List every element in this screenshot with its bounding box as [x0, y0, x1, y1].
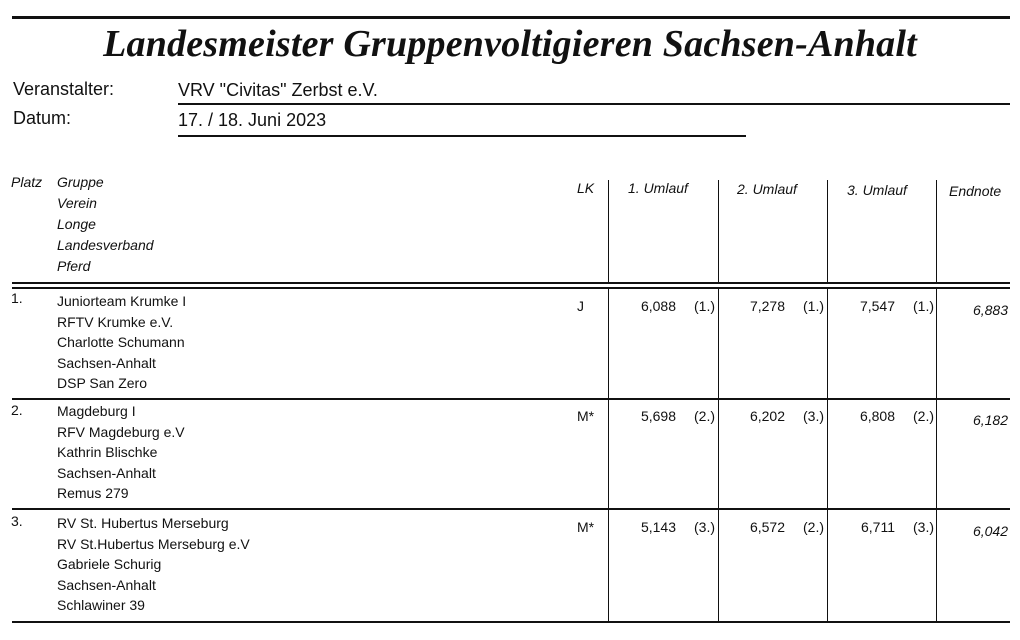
col-separator-u2	[827, 180, 828, 283]
date-underline	[178, 135, 746, 137]
row-u1-rank: (1.)	[694, 298, 715, 314]
row-gruppe: RV St. Hubertus Merseburg	[57, 515, 229, 531]
row-pferd: DSP San Zero	[57, 375, 148, 391]
row-u2-score: 6,572	[749, 519, 785, 535]
header-umlauf-3: 3. Umlauf	[847, 182, 907, 198]
row-pferd: Remus 279	[57, 485, 129, 501]
row-u3-rank: (3.)	[913, 519, 934, 535]
row-gruppe: Juniorteam Krumke I	[57, 293, 187, 309]
row-u1-score: 5,143	[640, 519, 676, 535]
row-divider	[12, 398, 1010, 400]
col-separator-u1	[718, 180, 719, 283]
row-pferd: Schlawiner 39	[57, 597, 145, 613]
header-lk: LK	[577, 180, 595, 196]
row-gruppe: Magdeburg I	[57, 403, 136, 419]
table-row	[0, 290, 1020, 398]
row-u1-rank: (3.)	[694, 519, 715, 535]
row-u1-score: 6,088	[640, 298, 676, 314]
row-verein: RV St.Hubertus Merseburg e.V	[57, 535, 250, 552]
row-u3-rank: (1.)	[913, 298, 934, 314]
organizer-label: Veranstalter:	[13, 79, 115, 99]
header-landesverband: Landesverband	[57, 237, 154, 253]
organizer-value: VRV "Civitas" Zerbst e.V.	[178, 80, 378, 100]
row-u1-score: 5,698	[640, 408, 676, 424]
row-longe: Charlotte Schumann	[57, 334, 185, 350]
header-longe: Longe	[57, 216, 96, 232]
header-umlauf-1: 1. Umlauf	[628, 180, 688, 196]
bottom-rule	[12, 621, 1010, 623]
row-lk: M*	[577, 519, 595, 535]
row-u3-score: 6,711	[861, 519, 895, 535]
row-verein: RFTV Krumke e.V.	[57, 313, 174, 330]
row-endnote: 6,042	[972, 523, 1008, 539]
header-rule-bottom	[12, 287, 1010, 289]
row-divider	[12, 508, 1010, 510]
page-title: Landesmeister Gruppenvoltigieren Sachsen-Anhalt	[103, 23, 917, 65]
table-row	[0, 513, 1020, 619]
row-u3-score: 6,808	[859, 408, 895, 424]
organizer-underline	[178, 103, 1010, 105]
row-u2-rank: (2.)	[803, 519, 824, 535]
header-verein: Verein	[57, 195, 97, 211]
date-value: 17. / 18. Juni 2023	[178, 110, 327, 130]
row-platz: 1.	[11, 290, 23, 306]
row-lk: J	[577, 298, 584, 314]
date-label: Datum:	[13, 108, 72, 128]
row-landesverband: Sachsen-Anhalt	[57, 576, 156, 593]
header-participant-stack	[57, 172, 154, 277]
row-participant	[57, 291, 186, 394]
col-separator-u3	[936, 180, 937, 283]
row-platz: 3.	[11, 513, 23, 529]
row-endnote: 6,182	[972, 412, 1008, 428]
table-row	[0, 402, 1020, 508]
row-longe: Kathrin Blischke	[57, 444, 158, 460]
header-umlauf-2: 2. Umlauf	[737, 181, 797, 197]
header-pferd: Pferd	[57, 258, 91, 274]
row-landesverband: Sachsen-Anhalt	[57, 354, 156, 371]
row-participant	[57, 401, 185, 504]
row-u3-score: 7,547	[859, 298, 895, 314]
header-gruppe: Gruppe	[57, 174, 104, 190]
header-endnote: Endnote	[949, 183, 1002, 199]
row-verein: RFV Magdeburg e.V	[57, 423, 185, 440]
row-platz: 2.	[11, 402, 23, 418]
row-u1-rank: (2.)	[694, 408, 715, 424]
header-platz: Platz	[11, 174, 43, 190]
row-endnote: 6,883	[972, 302, 1008, 318]
top-rule	[12, 16, 1010, 19]
row-u2-score: 7,278	[749, 298, 785, 314]
row-landesverband: Sachsen-Anhalt	[57, 464, 156, 481]
col-separator-lk	[608, 180, 609, 283]
row-u3-rank: (2.)	[913, 408, 934, 424]
row-longe: Gabriele Schurig	[57, 556, 162, 572]
row-u2-rank: (1.)	[803, 298, 824, 314]
row-participant	[57, 513, 250, 616]
row-u2-score: 6,202	[749, 408, 785, 424]
row-lk: M*	[577, 408, 595, 424]
row-u2-rank: (3.)	[803, 408, 824, 424]
header-rule-top	[12, 282, 1010, 284]
